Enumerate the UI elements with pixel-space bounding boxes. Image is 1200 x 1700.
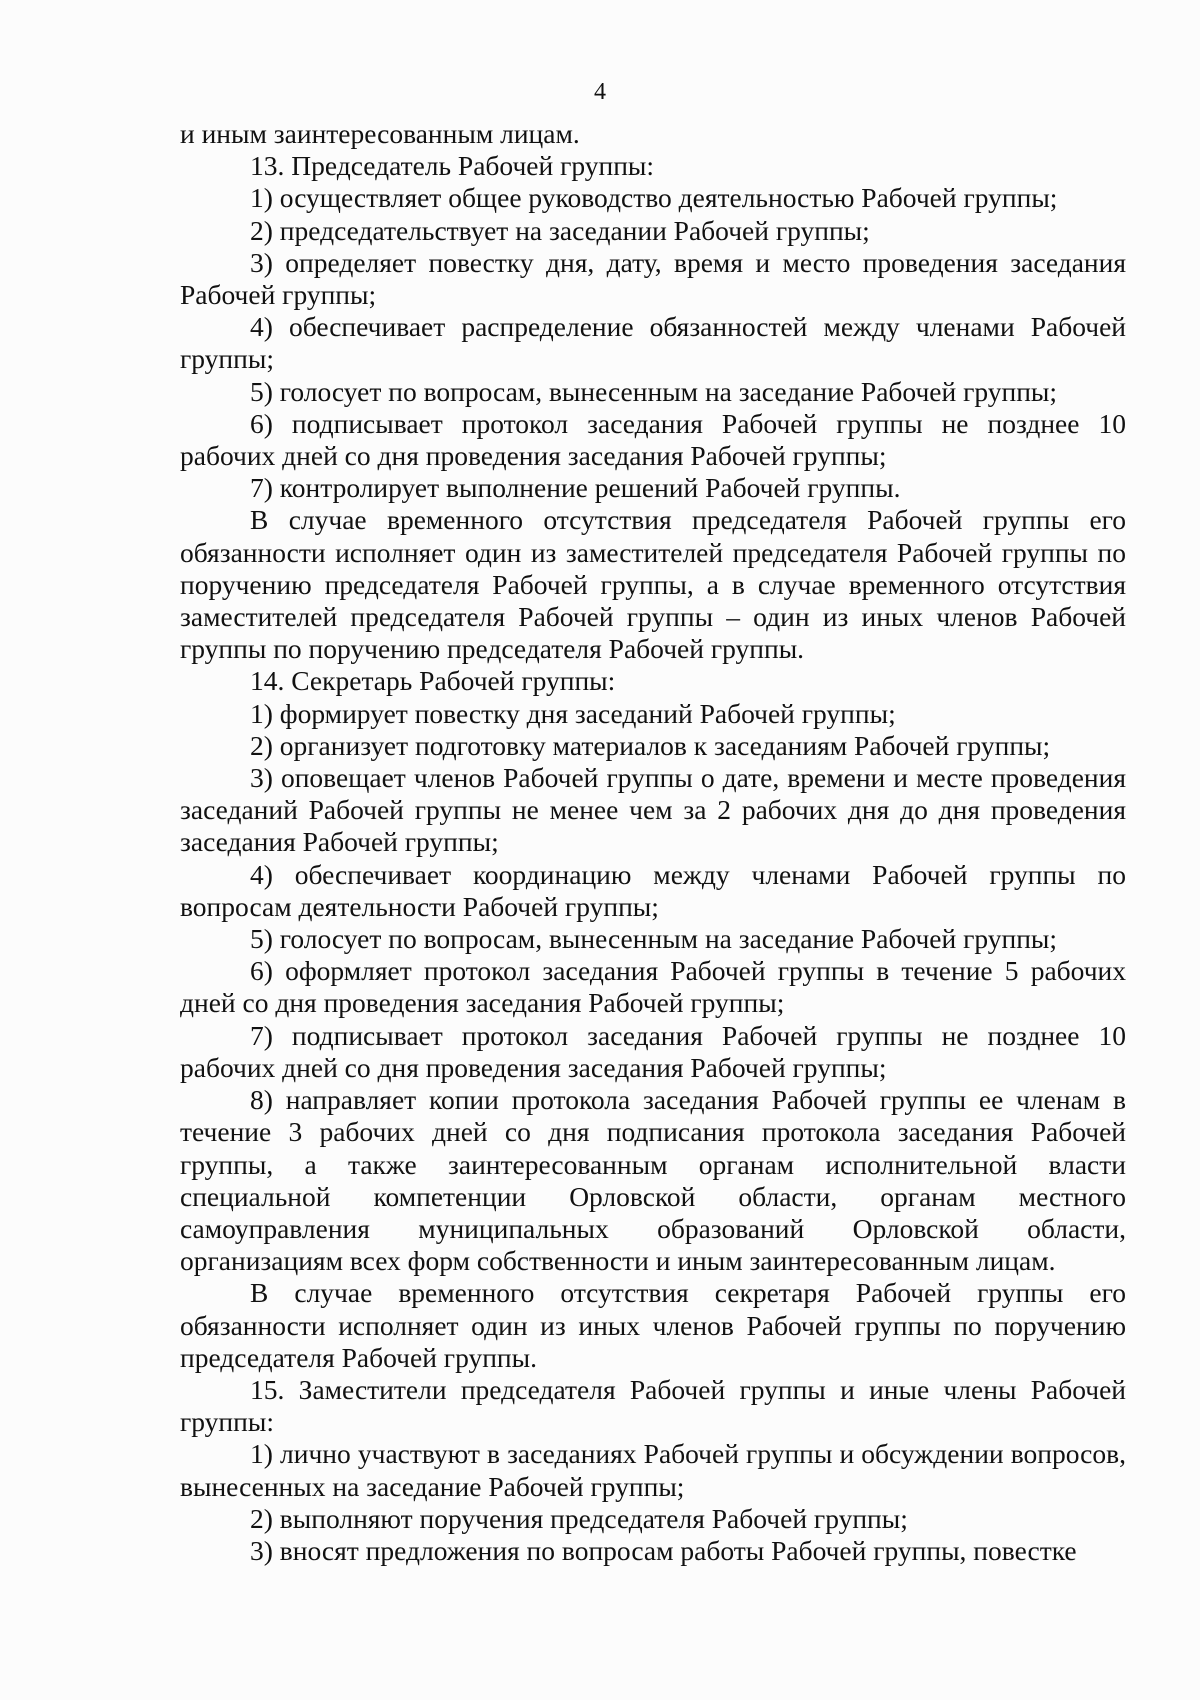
paragraph-continuation: и иным заинтересованным лицам. [180, 118, 580, 149]
list-item: 1) осуществляет общее руководство деятельностью Рабочей группы; [250, 182, 1058, 214]
list-item: 2) председательствует на заседании Рабочей группы; [250, 214, 870, 246]
section-13-heading: 13. Председатель Рабочей группы: [250, 150, 655, 182]
paragraph: В случае временного отсутствия председателя Рабочей группы его обязанности исполняет один из заместителей председателя Рабочей группы по поручению председателя Рабочей группы, а в случае временного отсутствия заместителей председателя Рабочей группы – один из иных членов Рабочей группы по поручению председателя Рабочей группы. [180, 504, 1126, 665]
section-14-heading: 14. Секретарь Рабочей группы: [250, 665, 616, 697]
list-item: 6) оформляет протокол заседания Рабочей группы в течение 5 рабочих дней со дня проведения заседания Рабочей группы; [180, 955, 1126, 1019]
list-item: 5) голосует по вопросам, вынесенным на заседание Рабочей группы; [250, 375, 1058, 407]
document-body [180, 118, 1126, 1567]
list-item: 4) обеспечивает координацию между членами Рабочей группы по вопросам деятельности Рабочей группы; [180, 858, 1126, 922]
list-item: 1) лично участвуют в заседаниях Рабочей группы и обсуждении вопросов, вынесенных на заседание Рабочей группы; [180, 1438, 1126, 1502]
list-item: 7) контролирует выполнение решений Рабочей группы. [250, 472, 901, 504]
paragraph: В случае временного отсутствия секретаря Рабочей группы его обязанности исполняет один из иных членов Рабочей группы по поручению председателя Рабочей группы. [180, 1277, 1126, 1373]
list-item: 8) направляет копии протокола заседания Рабочей группы ее членам в течение 3 рабочих дней со дня подписания протокола заседания Рабочей группы, а также заинтересованным органам исполнительной власти специальной компетенции Орловской области, органам местного самоуправления муниципальных образований Орловской области, организациям всех форм собственности и иным заинтересованным лицам. [180, 1084, 1126, 1277]
list-item: 3) определяет повестку дня, дату, время и место проведения заседания Рабочей группы; [180, 246, 1126, 311]
list-item: 4) обеспечивает распределение обязанностей между членами Рабочей группы; [180, 311, 1126, 375]
list-item: 6) подписывает протокол заседания Рабочей группы не позднее 10 рабочих дней со дня проведения заседания Рабочей группы; [180, 407, 1126, 472]
list-item: 7) подписывает протокол заседания Рабочей группы не позднее 10 рабочих дней со дня проведения заседания Рабочей группы; [180, 1019, 1126, 1083]
list-item: 2) выполняют поручения председателя Рабочей группы; [250, 1502, 908, 1534]
list-item: 3) оповещает членов Рабочей группы о дате, времени и месте проведения заседаний Рабочей группы не менее чем за 2 рабочих дня до дня проведения заседания Рабочей группы; [180, 762, 1126, 858]
list-item: 5) голосует по вопросам, вынесенным на заседание Рабочей группы; [250, 923, 1058, 955]
page-number: 4 [594, 79, 606, 105]
list-item: 3) вносят предложения по вопросам работы Рабочей группы, повестке [250, 1534, 1077, 1566]
list-item: 1) формирует повестку дня заседаний Рабочей группы; [250, 697, 896, 729]
section-15-heading: 15. Заместители председателя Рабочей группы и иные члены Рабочей группы: [180, 1373, 1126, 1438]
list-item: 2) организует подготовку материалов к заседаниям Рабочей группы; [250, 729, 1051, 761]
